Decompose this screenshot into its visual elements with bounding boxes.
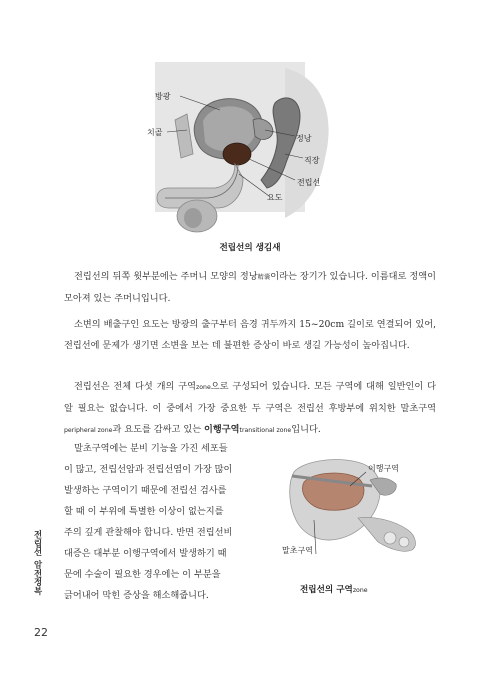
p1-text-b: 이라는 장기가 있습니다. 이름대로 정액이 모아져 있는 주머니입니다. xyxy=(64,271,436,304)
paragraph-3 xyxy=(64,376,436,441)
prostate-zones-illustration xyxy=(262,450,438,580)
figure2-caption-suffix: zone xyxy=(352,587,368,594)
label-prostate: 전립선 xyxy=(297,178,321,187)
figure1-caption: 전립선의 생김새 xyxy=(219,243,281,253)
p4-line-2: 이 많고, 전립선암과 전립선염이 가장 많이 xyxy=(64,464,233,475)
p1-text-a: 전립선의 뒤쪽 윗부분에는 주머니 모양의 정낭 xyxy=(74,271,258,282)
p3-text-a: 전립선은 전체 다섯 개의 구역 xyxy=(74,381,196,392)
label-rectum: 직장 xyxy=(304,156,320,165)
p1-hanja: 精囊 xyxy=(257,274,271,281)
p4-line-6: 대증은 대부분 이행구역에서 발생하기 때 xyxy=(64,548,227,559)
figure2-caption xyxy=(300,583,368,595)
paragraph-1 xyxy=(64,266,436,309)
page-number: 22 xyxy=(34,626,48,639)
label-bladder: 방광 xyxy=(155,92,171,101)
label-urethra: 요도 xyxy=(267,193,283,202)
p3-text-c: 과 요도를 감싸고 있는 xyxy=(112,424,204,435)
p3-transitional-term: 이행구역 xyxy=(204,424,240,435)
p3-peripheral: peripheral zone xyxy=(64,427,113,434)
paragraph-2: 소변의 배출구인 요도는 방광의 출구부터 음경 귀두까지 15~20cm 길이로 연결되어 있어, 전립선에 문제가 생기면 소변을 보는 데 불편한 증상이 바로 생길 가능성이 높아집니다. xyxy=(64,319,436,351)
paragraph-4 xyxy=(64,438,254,606)
label-pubic-bone: 치골 xyxy=(147,128,163,137)
label-peripheral-zone: 말초구역 xyxy=(282,546,313,555)
p4-line-3: 발생하는 구역이기 때문에 전립선 검사를 xyxy=(64,485,227,496)
prostate-shape xyxy=(223,143,251,165)
p4-line-4: 할 때 이 부위에 특별한 이상이 없는지를 xyxy=(64,506,224,517)
p3-zone: zone xyxy=(195,384,211,391)
p3-transitional: transitional zone xyxy=(239,427,292,434)
label-seminal-vesicle: 정낭 xyxy=(296,134,312,143)
p4-line-1: 말초구역에는 분비 기능을 가진 세포들 xyxy=(74,443,228,454)
p3-text-e: 입니다. xyxy=(291,424,321,435)
p4-line-5: 주의 깊게 관찰해야 합니다. 반면 전립선비 xyxy=(64,527,233,538)
p4-line-7: 문에 수술이 필요한 경우에는 이 부분을 xyxy=(64,569,221,580)
label-transitional-zone: 이행구역 xyxy=(368,464,399,473)
prostate-anatomy-illustration xyxy=(135,58,365,238)
figure2-caption-text: 전립선의 구역 xyxy=(300,585,353,595)
p3-text-b: 으로 구성되어 있습니다. 모든 구역에 대해 일반인이 다 알 필요는 없습니다. 이 중에서 가장 중요한 두 구역은 전립선 후방부에 위치한 말초구역 xyxy=(64,381,436,414)
running-title: 전립선 암전정복 xyxy=(33,530,43,596)
p4-line-8: 긁어내어 막힌 증상을 해소해줍니다. xyxy=(64,590,209,601)
